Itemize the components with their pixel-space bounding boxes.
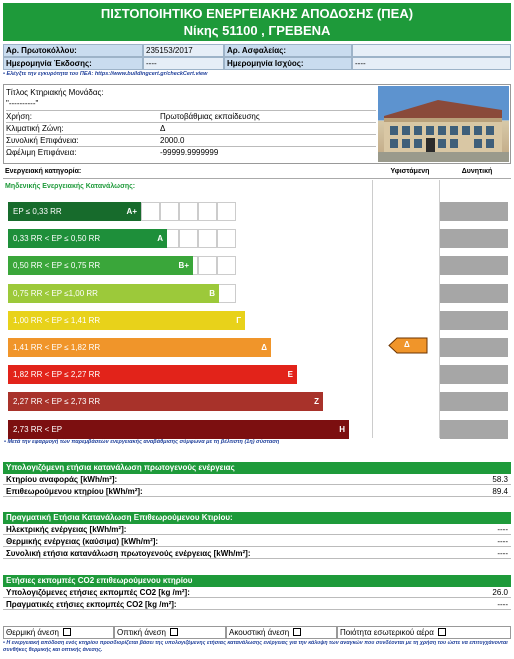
useful-area-label: Ωφέλιμη Επιφάνεια: bbox=[6, 148, 77, 157]
co2-calculated-row bbox=[3, 587, 511, 598]
rating-range: 2,27 RR < EP ≤ 2,73 RR bbox=[13, 397, 101, 406]
reference-building-row bbox=[3, 474, 511, 485]
protocol-number-label: Αρ. Πρωτοκόλλου: bbox=[3, 44, 143, 57]
rating-range: EP ≤ 0,33 RR bbox=[13, 207, 62, 216]
rating-letter: B+ bbox=[178, 261, 189, 270]
optical-comfort-cell bbox=[114, 626, 226, 639]
rating-range: 0,50 RR < EP ≤ 0,75 RR bbox=[13, 261, 101, 270]
energy-category-label: Ενεργειακή κατηγορία: bbox=[5, 168, 82, 175]
certificate-title: ΠΙΣΤΟΠΟΙΗΤΙΚΟ ΕΝΕΡΓΕΙΑΚΗΣ ΑΠΟΔΟΣΗΣ (ΠΕΑ) bbox=[100, 6, 414, 21]
co2-actual-row bbox=[3, 599, 511, 610]
primary-energy-header: Υπολογιζόμενη ετήσια κατανάλωση πρωτογενούς ενέργειας bbox=[3, 462, 511, 474]
air-quality-cell bbox=[337, 626, 511, 639]
co2-calculated-value: 26.0 bbox=[492, 588, 508, 597]
co2-actual-value: ---- bbox=[497, 600, 508, 609]
certificate-address: Νίκης 51100 , ΓΡΕΒΕΝΑ bbox=[183, 23, 331, 38]
zero-energy-label: Μηδενικής Ενεργειακής Κατανάλωσης: bbox=[5, 183, 136, 190]
unit-title-label: Τίτλος Κτηριακής Μονάδας: bbox=[6, 88, 104, 97]
air-quality-checkbox[interactable] bbox=[438, 628, 446, 636]
climate-zone-label: Κλιματική Ζώνη: bbox=[6, 124, 64, 133]
rating-range: 0,33 RR < EP ≤ 0,50 RR bbox=[13, 234, 101, 243]
total-area-label: Συνολική Επιφάνεια: bbox=[6, 136, 79, 145]
rating-bar bbox=[8, 392, 323, 411]
rating-letter: B bbox=[209, 289, 215, 298]
total-primary-row bbox=[3, 548, 511, 559]
rating-range: 1,82 RR < EP ≤ 2,27 RR bbox=[13, 370, 101, 379]
recommendation-note: • Μετά την εφαρμογή των παρεμβάσεων ενεργειακής αναβάθμισης σύμφωνα με τη βέλτιστη (1η) σύσταση bbox=[4, 439, 280, 445]
thermal-comfort-cell bbox=[3, 626, 114, 639]
total-area-value: 2000.0 bbox=[160, 136, 185, 145]
co2-actual-label: Πραγματικές ετήσιες εκπομπές CO2 [kg /m²]: bbox=[6, 600, 177, 609]
inspected-building-row bbox=[3, 486, 511, 497]
rating-grid-cell bbox=[198, 256, 217, 275]
potential-rating-cell bbox=[440, 420, 508, 439]
thermal-energy-value: ---- bbox=[497, 537, 508, 546]
rating-letter: A+ bbox=[126, 207, 137, 216]
air-quality-label: Ποιότητα εσωτερικού αέρα bbox=[340, 628, 434, 637]
unit-title-value: "----------" bbox=[6, 99, 39, 108]
rating-bar bbox=[8, 229, 167, 248]
rating-grid-cell bbox=[217, 229, 236, 248]
issue-date-value: ---- bbox=[143, 57, 224, 70]
total-primary-value: ---- bbox=[497, 549, 508, 558]
rating-letter: A bbox=[157, 234, 163, 243]
rating-grid-cell bbox=[160, 202, 179, 221]
inspected-building-value: 89.4 bbox=[492, 487, 508, 496]
footer-note: • Η ενεργειακή απόδοση ενός κτηρίου προσδιορίζεται βάσει της υπολογιζόμενης ετήσιας κατανάλωσης ενέργειας για την κάλυψη των αναγκών που συνδέονται με τη χρήση του ώστε να επιτυγχάνονται συνθήκες θερμικής και οπτικής άνεσης. bbox=[3, 640, 508, 653]
rating-letter: Ε bbox=[287, 370, 293, 379]
potential-rating-cell bbox=[440, 311, 508, 330]
reference-building-label: Κτηρίου αναφοράς [kWh/m²]: bbox=[6, 475, 118, 484]
thermal-energy-row bbox=[3, 536, 511, 547]
potential-rating-cell bbox=[440, 392, 508, 411]
rating-letter: Η bbox=[339, 425, 345, 434]
rating-bar bbox=[8, 284, 219, 303]
comfort-checklist bbox=[3, 626, 511, 639]
rating-range: 1,41 RR < EP ≤ 1,82 RR bbox=[13, 343, 101, 352]
potential-rating-cell bbox=[440, 365, 508, 384]
issue-date-label: Ημερομηνία Έκδοσης: bbox=[3, 57, 143, 70]
potential-rating-cell bbox=[440, 229, 508, 248]
rating-letter: Ζ bbox=[314, 397, 319, 406]
rating-range: 1,00 RR < EP ≤ 1,41 RR bbox=[13, 316, 101, 325]
protocol-number-value: 235153/2017 bbox=[143, 44, 224, 57]
optical-comfort-checkbox[interactable] bbox=[170, 628, 178, 636]
actual-consumption-header: Πραγματική Ετήσια Κατανάλωση Επιθεωρούμενου Κτιρίου: bbox=[3, 512, 511, 524]
current-rating-column bbox=[372, 180, 440, 438]
electric-energy-value: ---- bbox=[497, 525, 508, 534]
rating-range: 2,73 RR < EP bbox=[13, 425, 63, 434]
use-label: Χρήση: bbox=[6, 112, 32, 121]
total-primary-label: Συνολική ετήσια κατανάλωση πρωτογενούς ενέργειας [kWh/m²]: bbox=[6, 549, 251, 558]
rating-grid-cell bbox=[179, 202, 198, 221]
current-column-label: Υφιστάμενη bbox=[390, 168, 430, 175]
rating-grid-cell bbox=[198, 229, 217, 248]
useful-area-value: -99999.9999999 bbox=[160, 148, 219, 157]
rating-grid-cell bbox=[179, 229, 198, 248]
acoustic-comfort-cell bbox=[226, 626, 337, 639]
acoustic-comfort-label: Ακουστική άνεση bbox=[229, 628, 290, 637]
acoustic-comfort-checkbox[interactable] bbox=[293, 628, 301, 636]
insurance-number-label: Αρ. Ασφαλείας: bbox=[224, 44, 352, 57]
rating-bar bbox=[8, 256, 193, 275]
current-rating-marker bbox=[388, 337, 428, 354]
electric-energy-row bbox=[3, 524, 511, 535]
rating-letter: Δ bbox=[261, 343, 267, 352]
electric-energy-label: Ηλεκτρικής ενέργειας [kWh/m²]: bbox=[6, 525, 127, 534]
potential-rating-cell bbox=[440, 338, 508, 357]
rating-bar bbox=[8, 311, 245, 330]
climate-zone-value: Δ bbox=[160, 124, 166, 133]
rating-range: 0,75 RR < EP ≤1,00 RR bbox=[13, 289, 98, 298]
rating-bar bbox=[8, 365, 297, 384]
validity-check-note: • Ελέγξτε την εγκυρότητα του ΠΕΑ: https://www.buildingcert.gr/checkCert.view bbox=[3, 71, 208, 77]
thermal-energy-label: Θερμικής ενέργειας (καύσιμα) [kWh/m²]: bbox=[6, 537, 159, 546]
rating-letter: Γ bbox=[236, 316, 241, 325]
validity-date-value: ---- bbox=[352, 57, 511, 70]
validity-date-label: Ημερομηνία Ισχύος: bbox=[224, 57, 352, 70]
current-rating-letter: Δ bbox=[404, 340, 410, 349]
thermal-comfort-label: Θερμική άνεση bbox=[6, 628, 59, 637]
potential-rating-cell bbox=[440, 284, 508, 303]
rating-bar bbox=[8, 420, 349, 439]
potential-rating-cell bbox=[440, 256, 508, 275]
rating-bar bbox=[8, 338, 271, 357]
potential-rating-cell bbox=[440, 202, 508, 221]
potential-column-label: Δυνητική bbox=[461, 168, 493, 175]
co2-header: Ετήσιες εκπομπές CO2 επιθεωρούμενου κτηρίου bbox=[3, 575, 511, 587]
reference-building-value: 58.3 bbox=[492, 475, 508, 484]
rating-grid-cell bbox=[217, 256, 236, 275]
rating-grid-cell bbox=[217, 202, 236, 221]
thermal-comfort-checkbox[interactable] bbox=[63, 628, 71, 636]
rating-grid-cell bbox=[217, 284, 236, 303]
rating-grid-cell bbox=[198, 202, 217, 221]
rating-bar bbox=[8, 202, 141, 221]
use-value: Πρωτοβάθμιας εκπαίδευσης bbox=[160, 112, 260, 121]
inspected-building-label: Επιθεωρούμενου κτηρίου [kWh/m²]: bbox=[6, 487, 143, 496]
co2-calculated-label: Υπολογιζόμενες ετήσιες εκπομπές CO2 [kg /m²]: bbox=[6, 588, 190, 597]
optical-comfort-label: Οπτική άνεση bbox=[117, 628, 166, 637]
rating-grid-cell bbox=[141, 202, 160, 221]
